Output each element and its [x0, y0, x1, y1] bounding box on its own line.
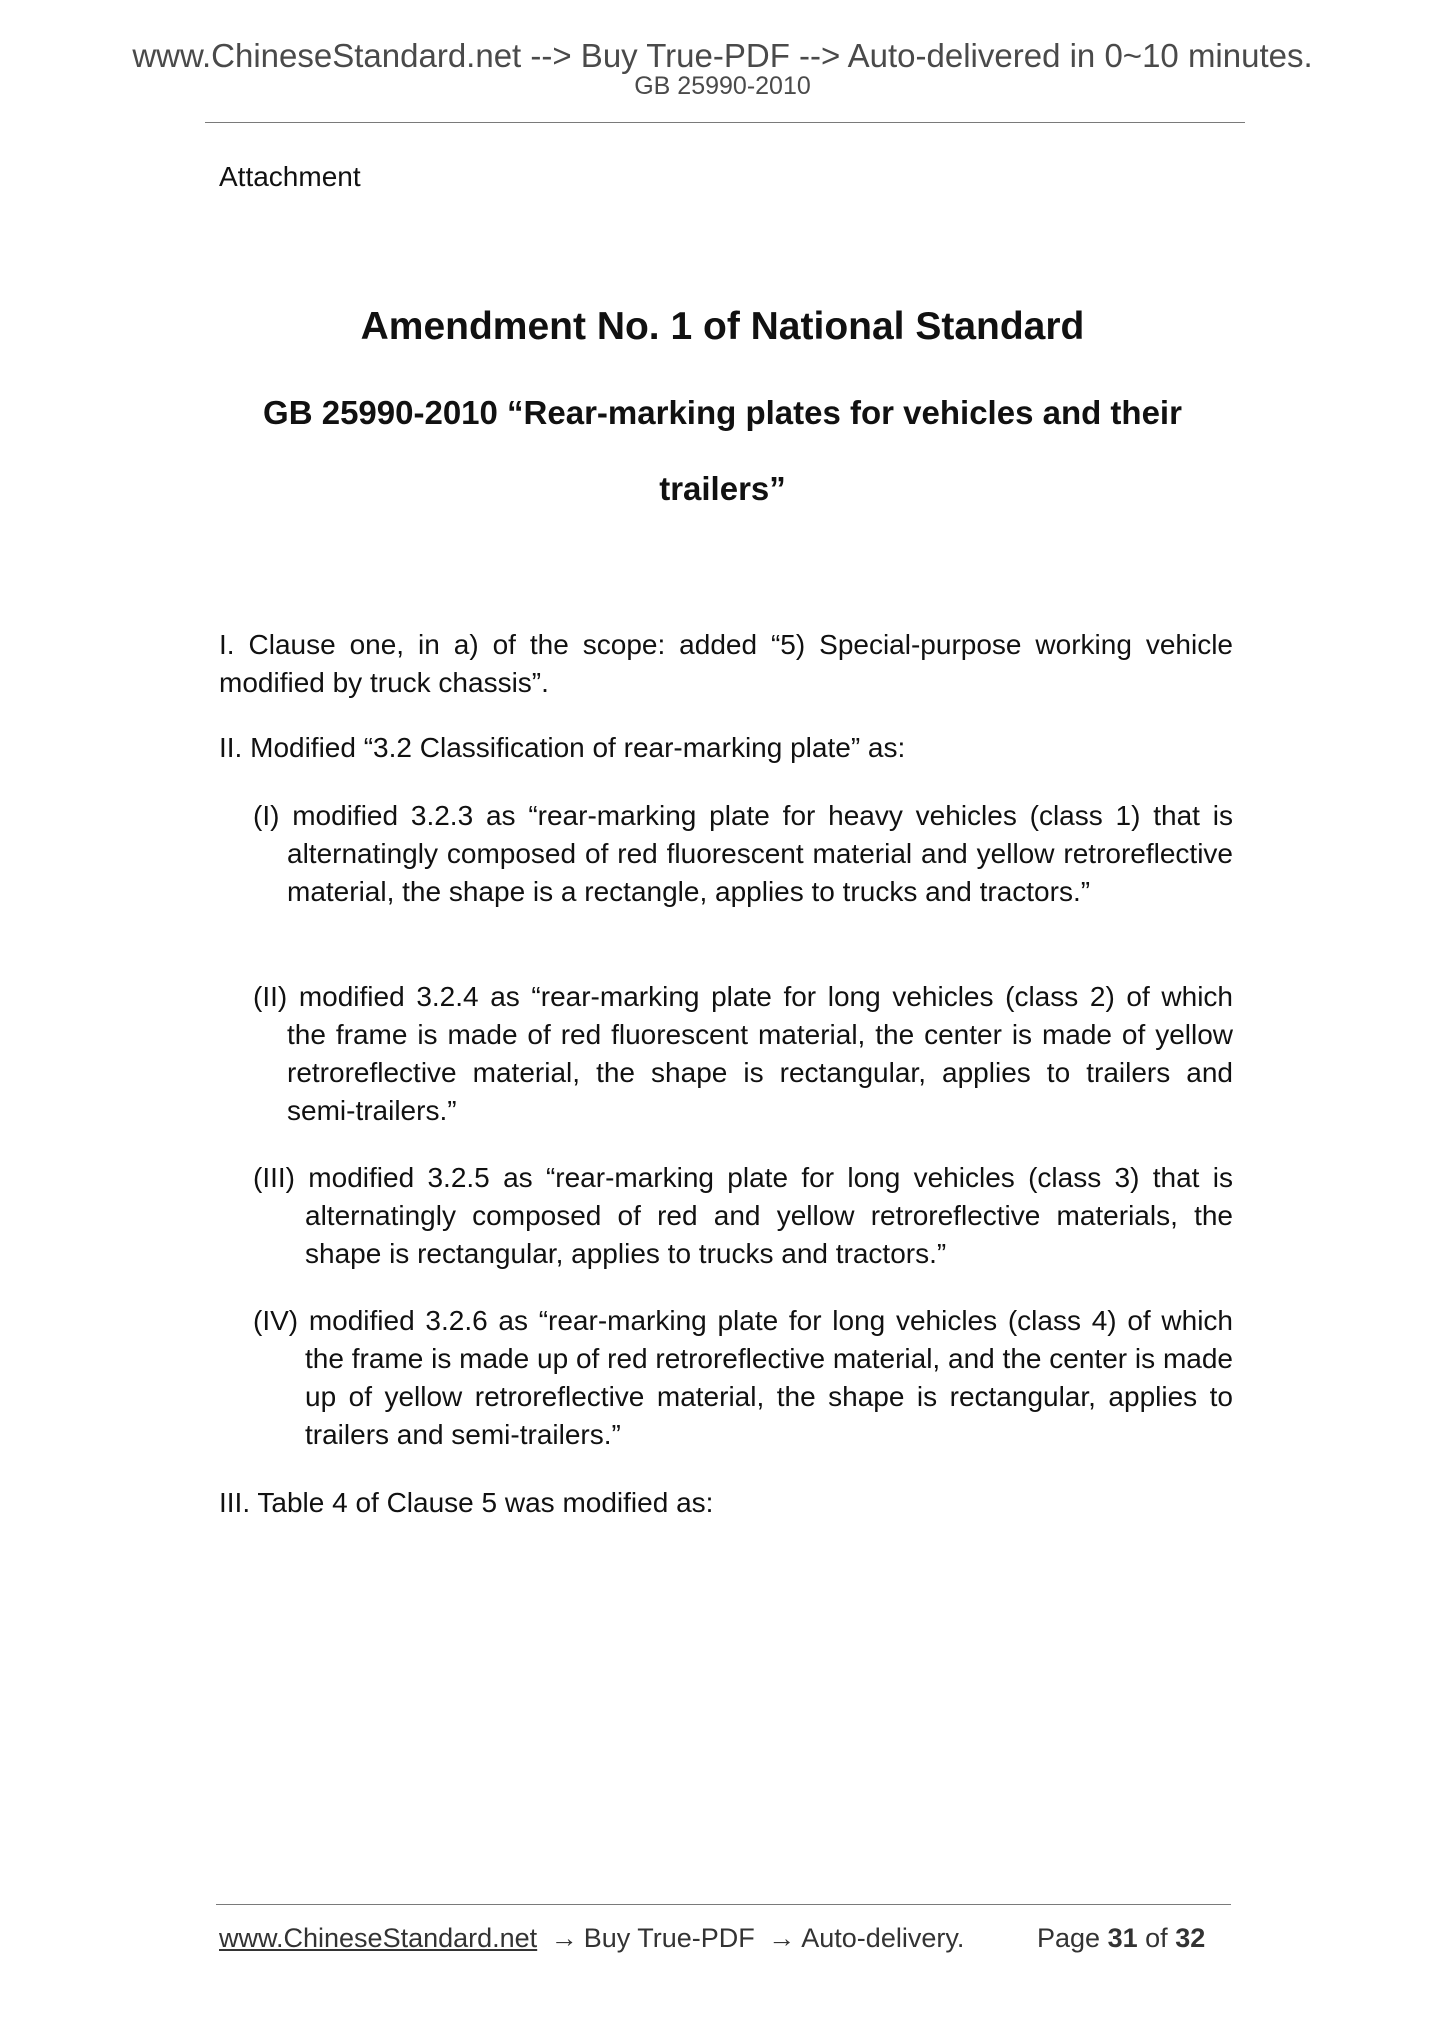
list-item-3-2-3: (I) modified 3.2.3 as “rear-marking plate for heavy vehicles (class 1) that is alternatingly composed of red fluorescent material and yellow retroreflective material, the shape is a rectangle, applies to trucks and tractors.”	[253, 800, 1233, 907]
arrow-right-icon: →	[550, 1923, 578, 1953]
paragraph-table-4-heading: III. Table 4 of Clause 5 was modified as:	[219, 1487, 714, 1518]
footer-delivery-text: Auto-delivery.	[801, 1923, 965, 1953]
page-current: 31	[1107, 1923, 1138, 1953]
paragraph-scope-amendment: I. Clause one, in a) of the scope: added “5) Special-purpose working vehicle modified by truck chassis”.	[219, 629, 1233, 698]
footer-promo	[219, 1922, 964, 1954]
list-item-3-2-4: (II) modified 3.2.4 as “rear-marking plate for long vehicles (class 2) of which the frame is made of red fluorescent material, the center is made of yellow retroreflective material, the shape is rectangular, applies to trailers and semi-trailers.”	[253, 981, 1233, 1126]
list-item-3-2-6: (IV) modified 3.2.6 as “rear-marking plate for long vehicles (class 4) of which the frame is made up of red retroreflective material, and the center is made up of yellow retroreflective material, the shape is rectangular, applies to trailers and semi-trailers.”	[253, 1305, 1233, 1450]
header-divider	[205, 122, 1245, 123]
footer-divider	[216, 1904, 1231, 1905]
standard-code: GB 25990-2010	[634, 72, 811, 100]
page-of: of	[1145, 1923, 1168, 1953]
footer-site-link[interactable]: www.ChineseStandard.net	[219, 1923, 538, 1953]
site-banner: www.ChineseStandard.net --> Buy True-PDF --> Auto-delivered in 0~10 minutes.	[132, 37, 1313, 74]
paragraph-classification-heading: II. Modified “3.2 Classification of rear-marking plate” as:	[219, 732, 906, 763]
footer-buy-text: Buy True-PDF	[583, 1923, 755, 1953]
subtitle-line-1: GB 25990-2010 “Rear-marking plates for vehicles and their	[263, 394, 1182, 431]
arrow-right-icon: →	[768, 1923, 796, 1953]
page-total: 32	[1175, 1923, 1206, 1953]
page-title: Amendment No. 1 of National Standard	[360, 305, 1085, 348]
attachment-label: Attachment	[219, 161, 361, 192]
subtitle-line-2: trailers”	[659, 470, 786, 507]
page-indicator	[1037, 1922, 1205, 1954]
page-label: Page	[1037, 1923, 1101, 1953]
list-item-3-2-5: (III) modified 3.2.5 as “rear-marking plate for long vehicles (class 3) that is alternatingly composed of red and yellow retroreflective materials, the shape is rectangular, applies to trucks and tractors.”	[253, 1162, 1233, 1269]
